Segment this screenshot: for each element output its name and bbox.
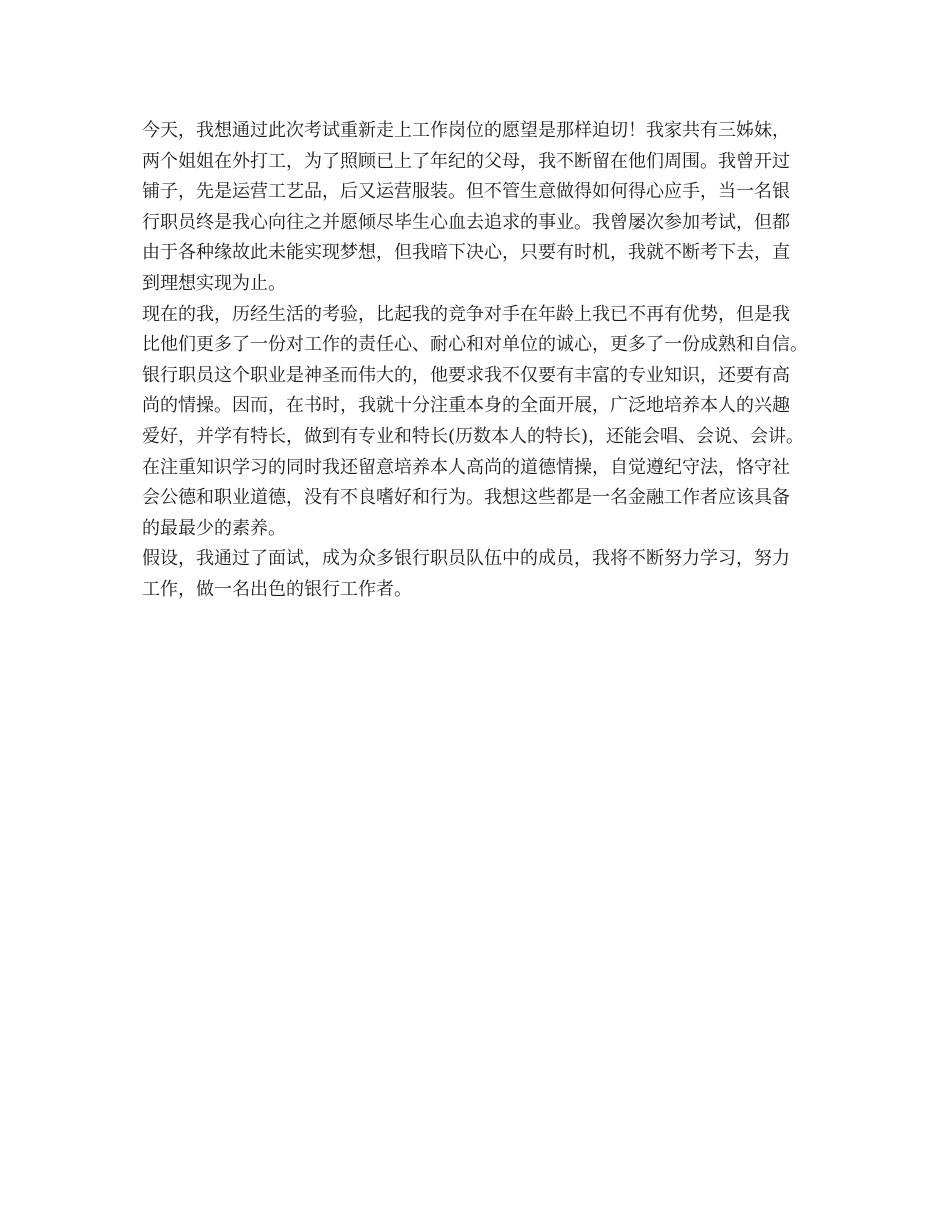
text-line: 现在的我，历经生活的考验，比起我的竞争对手在年龄上我已不再有优势，但是我 — [142, 303, 790, 325]
paragraph-1 — [142, 116, 822, 300]
text-line: 铺子，先是运营工艺品，后又运营服装。但不管生意做得如何得心应手，当一名银 — [142, 181, 790, 203]
document-body — [142, 116, 822, 606]
text-line: 假设，我通过了面试，成为众多银行职员队伍中的成员，我将不断努力学习，努力 — [142, 548, 790, 570]
paragraph-3 — [142, 544, 822, 605]
text-line: 工作，做一名出色的银行工作者。 — [142, 578, 412, 600]
text-line: 比他们更多了一份对工作的责任心、耐心和对单位的诚心，更多了一份成熟和自信。 — [142, 334, 808, 356]
text-line: 到理想实现为止。 — [142, 272, 286, 294]
paragraph-2 — [142, 300, 822, 545]
text-line: 会公德和职业道德，没有不良嗜好和行为。我想这些都是一名金融工作者应该具备 — [142, 487, 790, 509]
text-line: 爱好，并学有特长，做到有专业和特长(历数本人的特长)，还能会唱、会说、会讲。 — [142, 425, 805, 447]
text-line: 由于各种缘故此未能实现梦想，但我暗下决心，只要有时机，我就不断考下去，直 — [142, 242, 790, 264]
text-line: 两个姐姐在外打工，为了照顾已上了年纪的父母，我不断留在他们周围。我曾开过 — [142, 150, 790, 172]
text-line: 今天，我想通过此次考试重新走上工作岗位的愿望是那样迫切！我家共有三姊妹， — [142, 120, 790, 141]
text-line: 的最最少的素养。 — [142, 517, 286, 539]
text-line: 尚的情操。因而，在书时，我就十分注重本身的全面开展，广泛地培养本人的兴趣 — [142, 395, 790, 417]
text-line: 行职员终是我心向往之并愿倾尽毕生心血去追求的事业。我曾屡次参加考试，但都 — [142, 211, 790, 233]
text-line: 银行职员这个职业是神圣而伟大的，他要求我不仅要有丰富的专业知识，还要有高 — [142, 364, 790, 386]
text-line: 在注重知识学习的同时我还留意培养本人高尚的道德情操，自觉遵纪守法，恪守社 — [142, 456, 790, 478]
